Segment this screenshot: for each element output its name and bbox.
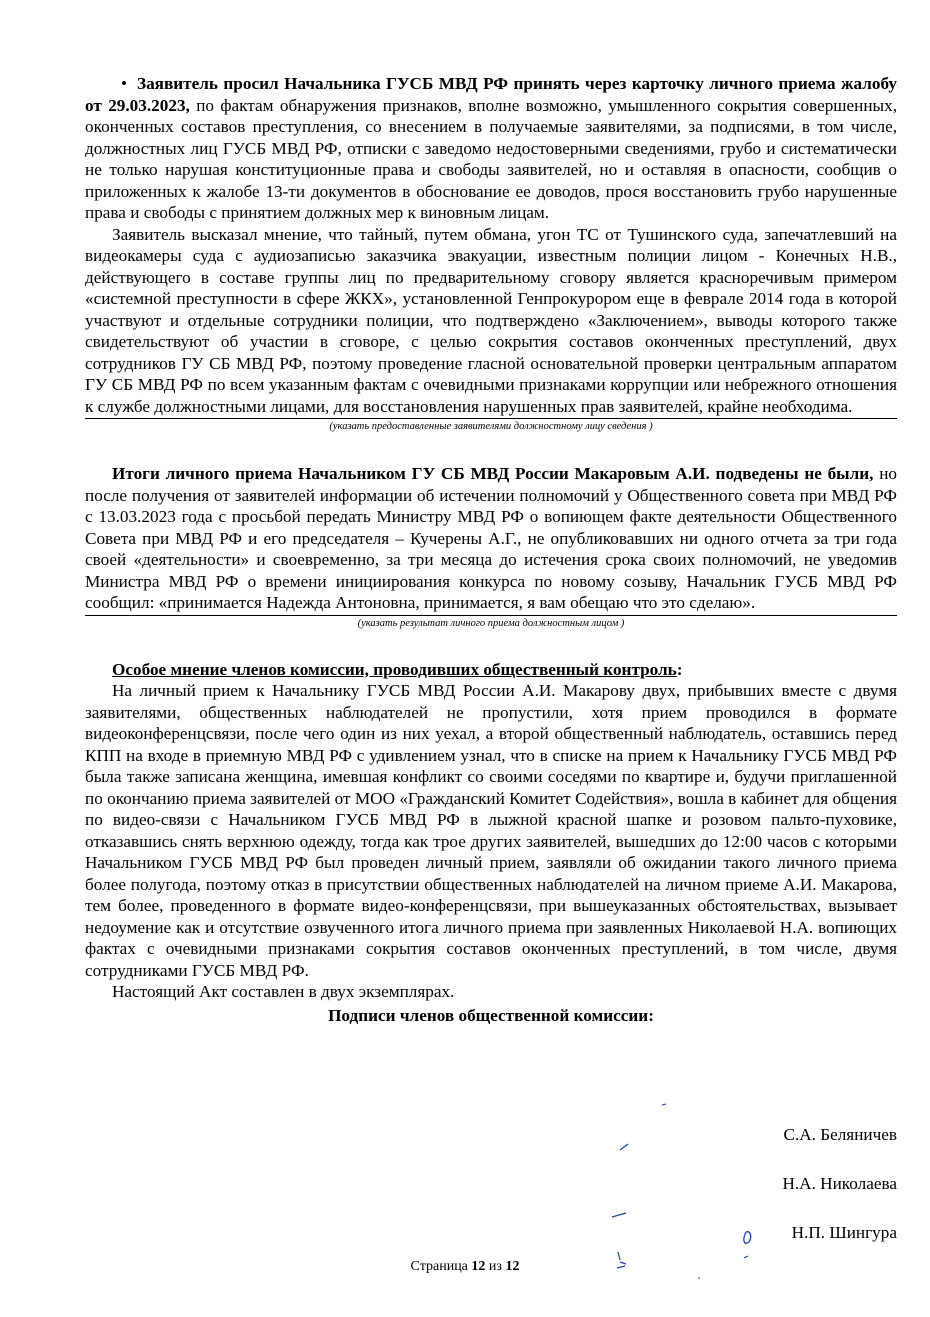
page-total: 12 [505, 1259, 520, 1274]
special-opinion-heading [85, 659, 897, 681]
heading-text: Особое мнение членов комиссии, проводивших общественный контроль [112, 659, 677, 679]
page-current: 12 [471, 1259, 486, 1274]
field-caption: (указать предоставленные заявителями должностному лицу сведения ) [329, 421, 653, 432]
divider-line [85, 418, 897, 419]
copies-note: Настоящий Акт составлен в двух экземплярах. [112, 982, 455, 1001]
page-word: Страница [410, 1259, 468, 1274]
results-lead: Итоги личного приема Начальником ГУ СБ МВД России Макаровым А.И. подведены не были, [112, 464, 874, 483]
field-caption: (указать результат личного приема должностным лицом ) [357, 617, 625, 629]
divider-line [85, 615, 897, 616]
signatures-title: Подписи членов общественной комиссии: [328, 1005, 654, 1025]
signer-name: С.А. Беляничев [783, 1125, 897, 1144]
signer-name: Н.П. Шингура [791, 1223, 897, 1242]
bullet-icon: • [121, 74, 128, 93]
complaint-text: по фактам обнаружения признаков, вполне возможно, умышленного сокрытия совершенных, оконченных составов преступления, со внесением в получаемые заявителями, за подписями, в том числе, должностных лиц ГУСБ МВД РФ, отписки с заведомо недостоверными сведениями, грубо и систематически не только нарушая конституционные права и свободы заявителей, но и оставляя в опасности, сообщив о приложенных к жалобе 13-ти документов в обоснование ее доводов, прося восстановить грубо нарушенные права и свободы с принятием должных мер к виновным лицам. [85, 95, 897, 222]
complaint-paragraph [85, 73, 897, 224]
signer-name: Н.А. Николаева [782, 1174, 897, 1193]
document-page [85, 73, 897, 1026]
complaint-lead: Заявитель просил Начальника ГУСБ МВД РФ принять через карточку личного приема жалобу от 29.03.2023, [85, 74, 897, 115]
opinion-paragraph: Заявитель высказал мнение, что тайный, путем обмана, угон ТС от Тушинского суда, запечатлевший на видеокамеры суда с аудиозаписью заказчика эвакуации, известным полиции лицом - Конечных Н.В., действующего в составе группы лиц по предварительному сговору является красноречивым примером «системной преступности в сфере ЖКХ», установленной Генпрокурором еще в феврале 2014 года в которой участвуют и отдельные сотрудники полиции, что подтверждено «Заключением», выводы которого также свидетельствуют об участии в сговоре, с целью сокрытия составов оконченных преступлений, двух сотрудников ГУ СБ МВД РФ, поэтому проведение гласной основательной проверки центральным аппаратом ГУ СБ МВД РФ по всем указанным фактам с очевидными признаками коррупции или небрежного отношения к службе должностными лицами, для восстановления нарушенных прав заявителей, крайне необходима. [85, 224, 897, 416]
of-word: из [488, 1259, 502, 1274]
page-footer [0, 1259, 930, 1275]
results-paragraph [85, 463, 897, 614]
heading-colon: : [676, 659, 683, 679]
results-text: но после получения от заявителей информации об истечении полномочий у Общественного совета при МВД РФ с 13.03.2023 года с просьбой передать Министру МВД РФ о вопиющем факте деятельности Общественного Совета при МВД РФ и его председателя – Кучерены А.Г., не опубликовавших ни одного отчета за три года своей «деятельности» и своевременно, за три месяца до истечения срока своих полномочий, не уведомив Министра МВД РФ о времени инициирования конкурса по новому созыву, Начальник ГУСБ МВД РФ сообщил: «принимается Надежда Антоновна, принимается, я вам обещаю что это сделаю». [85, 464, 897, 612]
special-opinion-paragraph: На личный прием к Начальнику ГУСБ МВД России А.И. Макарову двух, прибывших вместе с двумя заявителями, общественных наблюдателей не пропустили, хотя прием проводился в формате видеоконференцсвязи, после чего один из них уехал, а второй общественный наблюдатель, оставшись перед КПП на входе в приемную МВД РФ с удивлением узнал, что в списке на прием к Начальнику ГУСБ МВД РФ была также записана женщина, имевшая конфликт со своими соседями по квартире и, будучи приглашенной по окончанию приема заявителей от МОО «Гражданский Комитет Содействия», вошла в кабинет для общения по видео-связи с Начальником ГУСБ МВД РФ в лыжной красной шапке и розовом пальто-пуховике, отказавшись снять верхнюю одежду, тогда как трое других заявителей, вышедших до 12:00 часов с которыми Начальником ГУСБ МВД РФ был проведен личный прием, заявляли об ожидании такого личного приема более полугода, поэтому отказ в присутствии общественных наблюдателей на личном приеме А.И. Макарова, тем более, проведенного в формате видео-конференцсвязи, при вышеуказанных обстоятельствах, вызывает недоумение как и отсутствие озвученного итога личного приема при заявленных Николаевой Н.А. вопиющих фактах с очевидными признаками сокрытия составов оконченных преступлений, в том числе, двумя сотрудниками ГУСБ МВД РФ. [85, 681, 897, 980]
